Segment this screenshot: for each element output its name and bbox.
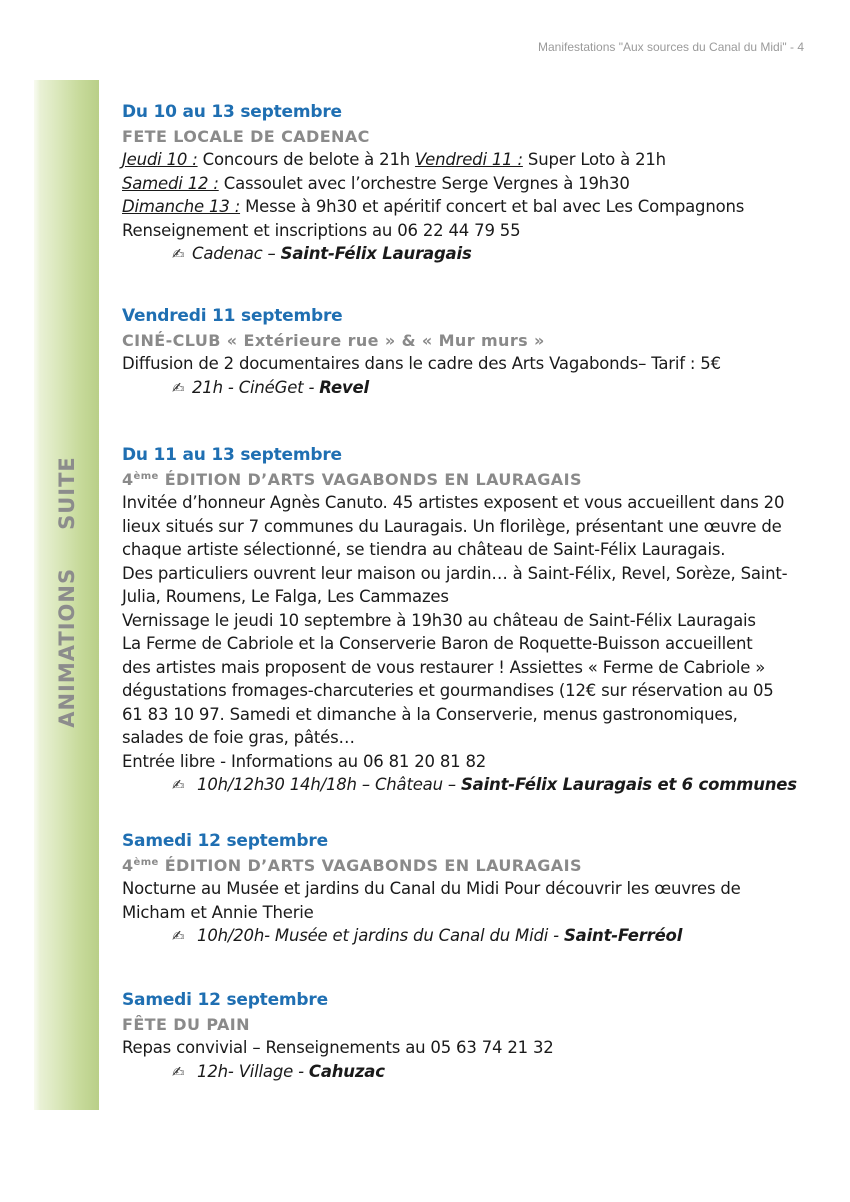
event-line: lieux situés sur 7 communes du Lauragais. Un florilège, présentant une œuvre de [122,516,782,536]
event-title [122,468,822,492]
event-line: 61 83 10 97. Samedi et dimanche à la Conserverie, menus gastronomiques, [122,704,738,724]
edition-suffix: ème [133,470,159,482]
event-line: La Ferme de Cabriole et la Conserverie Baron de Roquette-Buisson accueillent [122,634,753,653]
location-town: Cahuzac [308,1061,385,1081]
event-title: CINÉ-CLUB « Extérieure rue » & « Mur murs » [122,330,545,350]
sidebar-label [55,456,79,728]
event-line: Des particuliers ouvrent leur maison ou jardin… à Saint-Félix, Revel, Sorèze, Saint- [122,563,788,583]
hand-icon: ✍ [172,927,185,945]
day-label: Dimanche 13 : [122,197,241,216]
day-label: Jeudi 10 : [122,150,198,169]
hand-icon: ✍ [172,245,185,263]
event-fete-du-pain [122,989,822,1084]
event-date: Samedi 12 septembre [122,831,328,851]
event-line: Julia, Roumens, Le Falga, Les Cammazes [122,587,449,606]
location-town: Revel [319,377,369,397]
hand-icon: ✍ [172,1062,185,1081]
event-line: dégustations fromages-charcuteries et gourmandises (12€ sur réservation au 05 [122,681,774,700]
event-line: Vernissage le jeudi 10 septembre à 19h30 au château de Saint-Félix Lauragais [122,610,756,630]
page-header: Manifestations "Aux sources du Canal du Midi" - 4 [538,40,804,54]
day-label: Vendredi 11 : [415,150,523,169]
location-town: Saint-Félix Lauragais et 6 communes [460,775,797,794]
event-line: Diffusion de 2 documentaires dans le cadre des Arts Vagabonds– Tarif : 5€ [122,354,721,373]
event-location [122,924,822,949]
line-text: Concours de belote à 21h [197,150,416,169]
event-line: salades de foie gras, pâtés… [122,728,355,747]
line-text: Super Loto à 21h [522,150,666,169]
line-text: Messe à 9h30 et apéritif concert et bal avec Les Compagnons [240,197,745,216]
event-location [122,242,822,267]
location-town: Saint-Ferréol [563,926,683,945]
line-text: Cassoulet avec l’orchestre Serge Vergnes à 19h30 [218,173,630,193]
hand-icon: ✍ [172,378,185,397]
event-line: Invitée d’honneur Agnès Canuto. 45 artistes exposent et vous accueillent dans 20 [122,493,785,512]
edition-number: 4 [122,469,134,489]
edition-title: ÉDITION D’ARTS VAGABONDS EN LAURAGAIS [158,469,582,489]
sidebar-highlight [34,80,40,1110]
location-text: 10h/20h- Musée et jardins du Canal du Midi - [192,926,564,945]
event-location [122,1060,822,1085]
location-text: 21h - CinéGet - [192,377,320,397]
event-title: FETE LOCALE DE CADENAC [122,126,370,146]
location-text: Cadenac – [192,244,281,263]
location-text: 12h- Village - [192,1061,309,1081]
day-label: Samedi 12 : [122,173,219,193]
event-date: Vendredi 11 septembre [122,306,343,326]
event-line: chaque artiste sélectionné, se tiendra au château de Saint-Félix Lauragais. [122,540,726,559]
event-location [122,773,822,798]
hand-icon: ✍ [172,776,185,794]
sidebar-word-suite: SUITE [55,456,79,530]
event-date: Du 11 au 13 septembre [122,445,342,465]
edition-number: 4 [122,855,134,875]
event-line: des artistes mais proposent de vous restaurer ! Assiettes « Ferme de Cabriole » [122,657,766,677]
event-date: Samedi 12 septembre [122,990,328,1010]
event-line: Repas convivial – Renseignements au 05 63 74 21 32 [122,1038,554,1057]
event-title [122,854,822,878]
event-cadenac [122,101,822,267]
event-line: Entrée libre - Informations au 06 81 20 81 82 [122,751,487,771]
event-location [122,376,822,401]
edition-suffix: ème [133,856,159,868]
event-line [122,148,822,172]
event-arts-vagabonds [122,444,822,798]
event-line: Renseignement et inscriptions au 06 22 44 79 55 [122,220,521,240]
event-title: FÊTE DU PAIN [122,1014,250,1034]
event-date: Du 10 au 13 septembre [122,102,342,122]
location-town: Saint-Félix Lauragais [280,244,472,263]
event-nocturne-musee [122,830,822,949]
event-line: Nocturne au Musée et jardins du Canal du Midi Pour découvrir les œuvres de [122,879,741,898]
sidebar-word-animations: ANIMATIONS [55,567,79,728]
event-line [122,172,822,196]
event-line [122,195,822,219]
location-text: 10h/12h30 14h/18h – Château – [192,775,461,794]
event-line: Micham et Annie Therie [122,902,314,922]
event-cine-club [122,305,822,400]
edition-title: ÉDITION D’ARTS VAGABONDS EN LAURAGAIS [158,855,582,875]
